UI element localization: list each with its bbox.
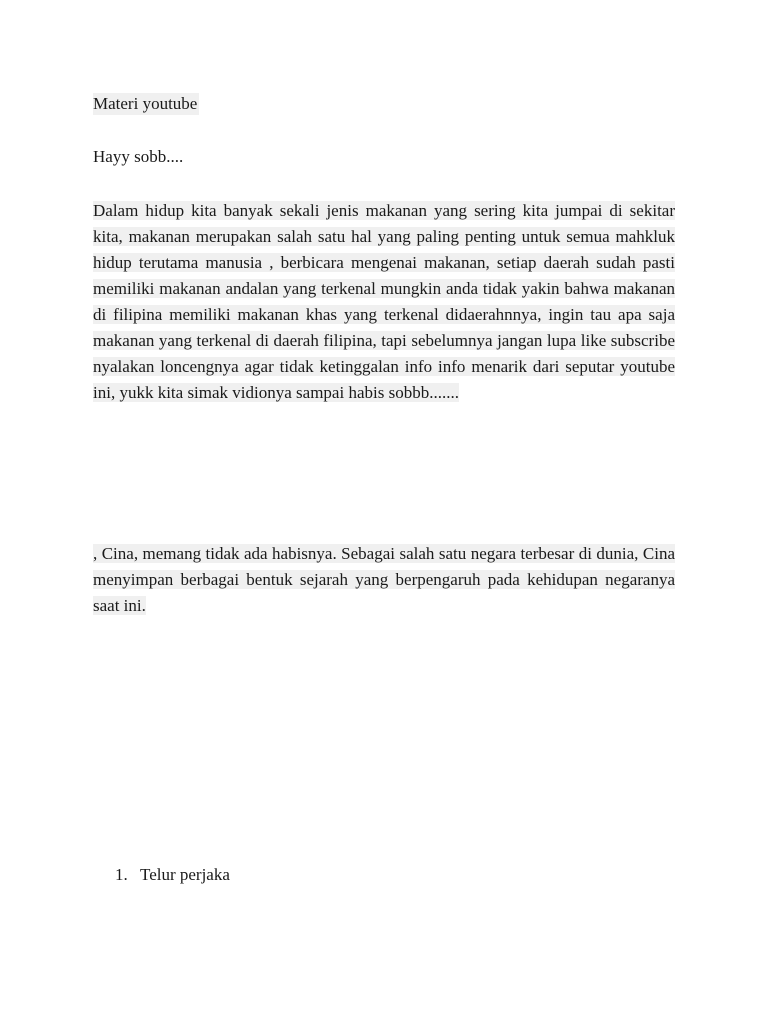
china-paragraph (93, 541, 675, 619)
intro-paragraph-text: Dalam hidup kita banyak sekali jenis makanan yang sering kita jumpai di sekitar kita, makanan merupakan salah satu hal yang paling penting untuk semua mahkluk hidup terutama manusia , berbicara mengenai makanan, setiap daerah sudah pasti memiliki makanan andalan yang terkenal mungkin anda tidak yakin bahwa makanan di filipina memiliki makanan khas yang terkenal didaerahnnya, ingin tau apa saja makanan yang terkenal di daerah filipina, tapi sebelumnya jangan lupa like subscribe nyalakan loncengnya agar tidak ketinggalan info info menarik dari seputar youtube ini, yukk kita simak vidionya sampai habis sobbb....... (93, 201, 675, 402)
intro-paragraph (93, 198, 675, 406)
list-item (115, 864, 230, 886)
greeting-text: Hayy sobb.... (93, 147, 184, 166)
document-title: Materi youtube (93, 94, 198, 113)
china-paragraph-text: , Cina, memang tidak ada habisnya. Sebagai salah satu negara terbesar di dunia, Cina menyimpan berbagai bentuk sejarah yang berpengaruh pada kehidupan negaranya saat ini. (93, 544, 675, 615)
list-item-text: Telur perjaka (140, 865, 230, 884)
numbered-list (115, 864, 230, 886)
list-item-number: 1. (115, 865, 128, 884)
